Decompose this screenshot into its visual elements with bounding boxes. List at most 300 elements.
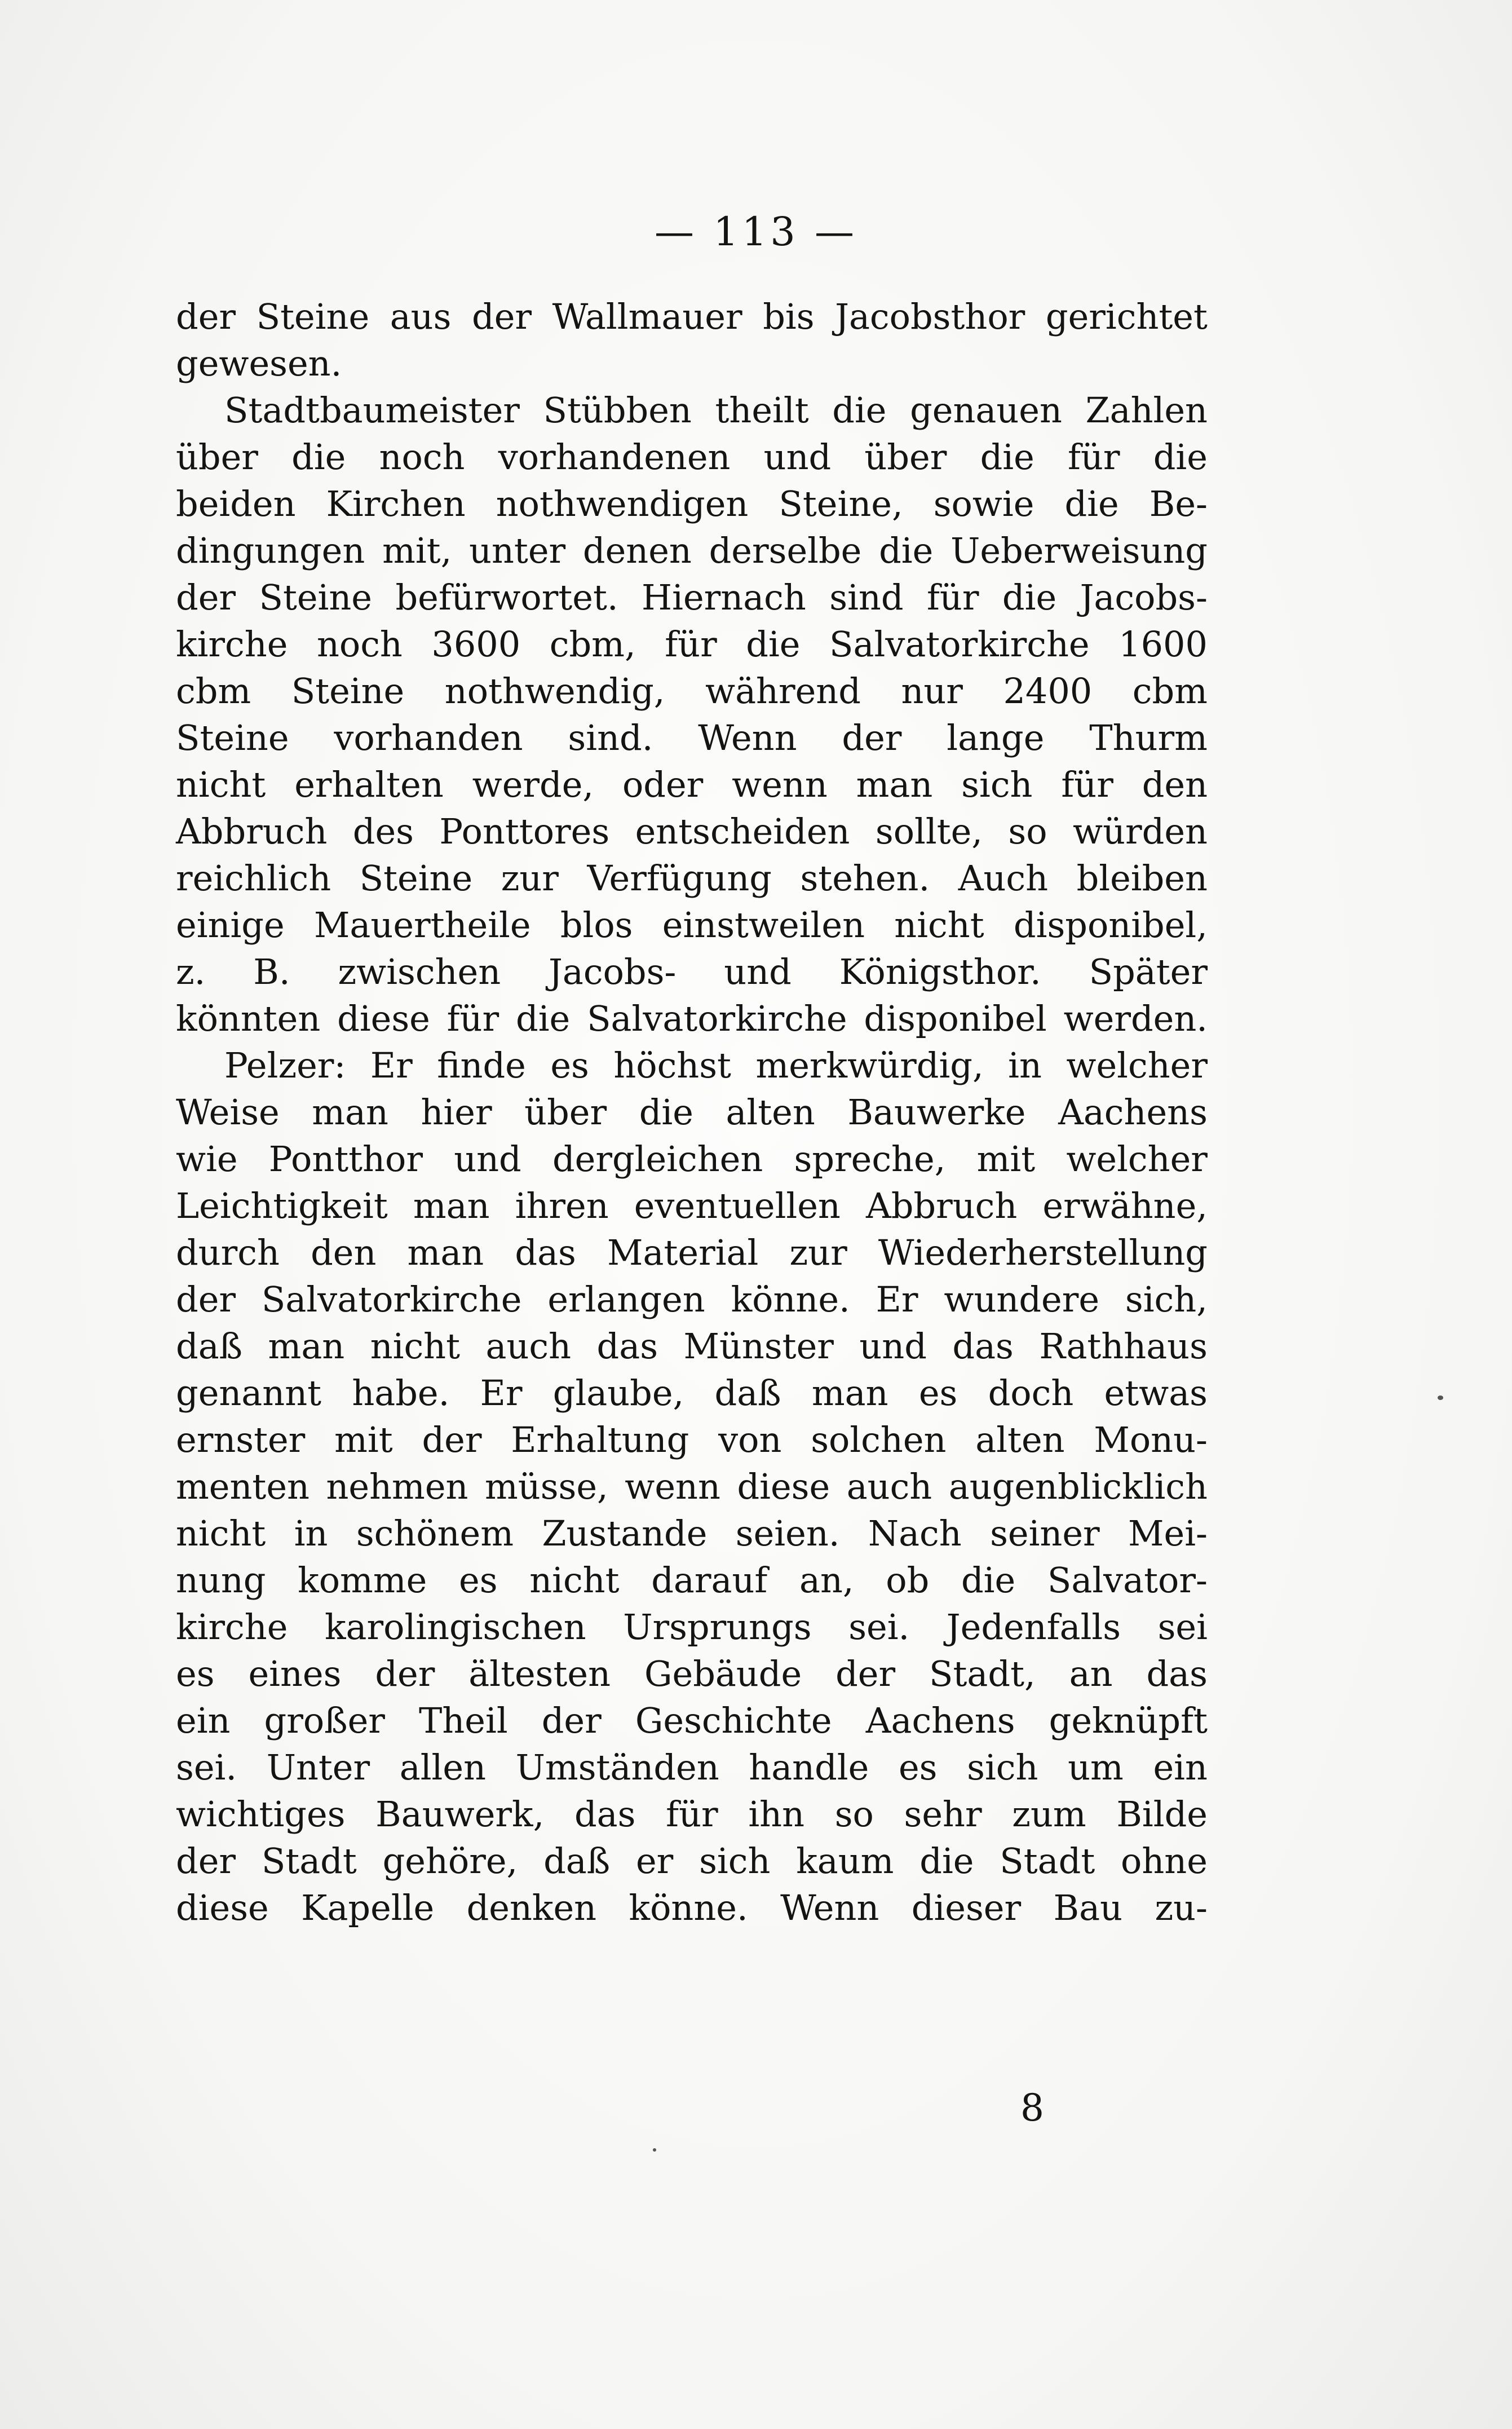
word: dergleichen <box>552 1138 763 1180</box>
word: zur <box>501 858 559 899</box>
word: Stübben <box>543 390 692 431</box>
word: man <box>413 1185 490 1226</box>
word: sei <box>1157 1606 1208 1648</box>
text-line <box>176 1604 1208 1650</box>
word: auch <box>485 1326 572 1367</box>
word: zur <box>789 1232 847 1273</box>
word: den <box>311 1232 377 1273</box>
word: den <box>1142 764 1208 805</box>
text-line <box>176 995 1208 1042</box>
text-line <box>176 1463 1208 1510</box>
word: kirche <box>176 624 288 665</box>
text-line <box>176 340 1208 387</box>
word: Kapelle <box>301 1887 435 1928</box>
word: werde, <box>472 764 594 805</box>
word: wichtiges <box>176 1794 346 1835</box>
word: alten <box>975 1419 1065 1460</box>
word: würden <box>1073 811 1208 852</box>
word: für <box>926 577 979 618</box>
word: man <box>407 1232 484 1273</box>
word: Wenn <box>780 1887 879 1928</box>
word: 1600 <box>1118 624 1208 665</box>
word: doch <box>988 1372 1074 1414</box>
word: Jacobs- <box>549 951 677 992</box>
text-line <box>176 1370 1208 1416</box>
word: gerichtet <box>1045 296 1208 337</box>
word: spreche, <box>794 1138 946 1180</box>
word: könnten <box>176 998 321 1039</box>
word: Pelzer: <box>224 1045 346 1086</box>
word: nicht <box>894 904 984 946</box>
word: es <box>176 1653 215 1694</box>
text-line <box>176 1229 1208 1276</box>
word: sehr <box>904 1794 982 1835</box>
word: Bau <box>1053 1887 1123 1928</box>
word: der <box>835 1653 896 1694</box>
word: noch <box>379 436 465 478</box>
word: Zahlen <box>1085 390 1208 431</box>
word: schönem <box>356 1513 514 1554</box>
word: die <box>879 530 934 571</box>
word: z. <box>176 951 206 992</box>
text-line <box>176 1791 1208 1838</box>
word: der <box>842 717 902 758</box>
word: sich, <box>1125 1279 1208 1320</box>
word: Abbruch <box>176 811 328 852</box>
word: Salvatorkirche <box>829 624 1090 665</box>
word: Stadt <box>261 1840 357 1882</box>
word: Aachens <box>1058 1092 1208 1133</box>
word: für <box>1068 436 1120 478</box>
word: werden. <box>1063 998 1208 1039</box>
word: sowie <box>933 483 1034 524</box>
word: diese <box>337 998 430 1039</box>
word: nicht <box>370 1326 461 1367</box>
word: Steine <box>291 670 405 712</box>
word: mit <box>334 1419 393 1460</box>
text-line <box>176 1089 1208 1136</box>
body-text <box>176 293 1208 1931</box>
word: gehöre, <box>382 1840 518 1882</box>
word: augenblicklich <box>948 1466 1208 1507</box>
word: denken <box>466 1887 597 1928</box>
word: müsse, <box>484 1466 608 1507</box>
word: die <box>1064 483 1119 524</box>
text-line <box>176 1697 1208 1744</box>
text-line <box>176 1416 1208 1463</box>
word: Abbruch <box>865 1185 1018 1226</box>
word: B. <box>253 951 290 992</box>
paper-speck <box>653 2148 656 2152</box>
word: Unter <box>266 1747 370 1788</box>
word: Steine <box>256 296 370 337</box>
word: Salvator- <box>1047 1560 1208 1601</box>
word: sind. <box>568 717 653 758</box>
word: Ursprungs <box>623 1606 812 1648</box>
word: karolingischen <box>324 1606 586 1648</box>
word: er <box>635 1840 674 1882</box>
word: diese <box>176 1887 269 1928</box>
word: das <box>1146 1653 1208 1694</box>
word: nicht <box>529 1560 620 1601</box>
word: die <box>639 1092 693 1133</box>
word: Wenn <box>698 717 797 758</box>
text-line <box>176 434 1208 480</box>
word: daß <box>176 1326 243 1367</box>
text-line <box>176 1884 1208 1931</box>
word: disponibel <box>864 998 1047 1039</box>
word: Verfügung <box>587 858 772 899</box>
word: erlangen <box>547 1279 705 1320</box>
text-line <box>176 621 1208 668</box>
word: Ponttores <box>439 811 610 852</box>
word: seiner <box>990 1513 1100 1554</box>
word: man <box>811 1372 888 1414</box>
word: es <box>550 1045 589 1086</box>
word: für <box>666 1794 718 1835</box>
word: das <box>952 1326 1014 1367</box>
word: Theil <box>419 1700 508 1741</box>
word: Später <box>1089 951 1208 992</box>
text-line <box>176 1136 1208 1182</box>
word: oder <box>622 764 704 805</box>
word: die <box>1153 436 1208 478</box>
text-line <box>176 480 1208 527</box>
word: über <box>524 1092 607 1133</box>
word: Rathhaus <box>1039 1326 1208 1367</box>
word: Pontthor <box>268 1138 423 1180</box>
word: nung <box>176 1560 266 1601</box>
word: vorhanden <box>334 717 523 758</box>
word: nothwendig, <box>444 670 665 712</box>
word: das <box>596 1326 658 1367</box>
word: habe. <box>352 1372 450 1414</box>
word: mit, <box>382 530 452 571</box>
word: ältesten <box>468 1653 611 1694</box>
word: die <box>832 390 887 431</box>
word: Umständen <box>515 1747 719 1788</box>
word: Kirchen <box>326 483 466 524</box>
word: und <box>859 1326 927 1367</box>
word: der <box>176 1279 236 1320</box>
word: beiden <box>176 483 296 524</box>
text-line <box>176 1838 1208 1884</box>
word: der <box>176 1840 236 1882</box>
word: sich <box>699 1840 771 1882</box>
word: kaum <box>796 1840 894 1882</box>
word: erhalten <box>294 764 444 805</box>
word: cbm, <box>549 624 636 665</box>
word: für <box>446 998 499 1039</box>
word: der <box>472 296 532 337</box>
word: glaube, <box>552 1372 684 1414</box>
word: reichlich <box>176 858 331 899</box>
text-line <box>176 574 1208 621</box>
word: Mauertheile <box>313 904 531 946</box>
word: die <box>1002 577 1057 618</box>
word: des <box>352 811 414 852</box>
word: die <box>746 624 801 665</box>
word: entscheiden <box>635 811 850 852</box>
word: dieser <box>911 1887 1022 1928</box>
word: nicht <box>176 764 266 805</box>
word: ohne <box>1121 1840 1208 1882</box>
word: stehen. <box>800 858 930 899</box>
word: Steine <box>259 577 372 618</box>
word: Thurm <box>1089 717 1208 758</box>
word: lange <box>947 717 1045 758</box>
word: bis <box>763 296 815 337</box>
word: bleiben <box>1076 858 1208 899</box>
word: finde <box>437 1045 526 1086</box>
word: unter <box>469 530 566 571</box>
word: geknüpft <box>1049 1700 1208 1741</box>
word: man <box>856 764 933 805</box>
word: daß <box>543 1840 611 1882</box>
word: der <box>422 1419 482 1460</box>
word: das <box>515 1232 576 1273</box>
word: Wallmauer <box>552 296 742 337</box>
word: Auch <box>958 858 1049 899</box>
word: eventuellen <box>634 1185 841 1226</box>
word: Material <box>607 1232 759 1273</box>
word: Mei- <box>1128 1513 1208 1554</box>
word: und <box>454 1138 521 1180</box>
word: hier <box>421 1092 492 1133</box>
word: gewesen. <box>176 343 342 384</box>
word: Geschichte <box>635 1700 832 1741</box>
word: solchen <box>811 1419 947 1460</box>
word: Königsthor. <box>839 951 1041 992</box>
text-line <box>176 948 1208 995</box>
text-line <box>176 1510 1208 1557</box>
word: über <box>176 436 258 478</box>
word: nehmen <box>326 1466 468 1507</box>
word: alten <box>726 1092 815 1133</box>
word: um <box>1068 1747 1124 1788</box>
word: Wiederherstellung <box>878 1232 1208 1273</box>
word: Bauwerke <box>847 1092 1026 1133</box>
word: ihn <box>748 1794 805 1835</box>
word: welcher <box>1066 1045 1208 1086</box>
word: einige <box>176 904 285 946</box>
text-line <box>176 527 1208 574</box>
word: von <box>718 1419 782 1460</box>
word: an <box>1069 1653 1113 1694</box>
text-line <box>176 387 1208 434</box>
word: Gebäude <box>644 1653 802 1694</box>
word: Salvatorkirche <box>587 998 847 1039</box>
word: wundere <box>944 1279 1100 1320</box>
word: cbm <box>176 670 251 712</box>
word: nicht <box>176 1513 266 1554</box>
word: Jacobsthor <box>835 296 1025 337</box>
word: könne. <box>629 1887 748 1928</box>
word: Weise <box>176 1092 280 1133</box>
word: genauen <box>910 390 1062 431</box>
word: befürwortet. <box>395 577 618 618</box>
text-line <box>176 293 1208 340</box>
word: die <box>919 1840 974 1882</box>
word: Münster <box>683 1326 834 1367</box>
text-line <box>176 761 1208 808</box>
word: erwähne, <box>1042 1185 1208 1226</box>
word: könne. <box>731 1279 850 1320</box>
word: nur <box>901 670 963 712</box>
word: ein <box>176 1700 231 1741</box>
word: handle <box>749 1747 869 1788</box>
word: und <box>724 951 792 992</box>
word: der <box>176 296 236 337</box>
word: man <box>268 1326 345 1367</box>
word: menten <box>176 1466 310 1507</box>
paper-speck <box>1438 1395 1443 1400</box>
word: seien. <box>735 1513 840 1554</box>
word: Hiernach <box>642 577 806 618</box>
word: Zustande <box>542 1513 708 1554</box>
word: es <box>898 1747 938 1788</box>
text-line <box>176 1323 1208 1370</box>
word: die <box>291 436 346 478</box>
word: mit <box>976 1138 1036 1180</box>
text-line <box>176 1182 1208 1229</box>
word: so <box>1008 811 1047 852</box>
word: Jacobs- <box>1080 577 1208 618</box>
word: allen <box>399 1747 487 1788</box>
word: Nach <box>868 1513 962 1554</box>
word: sei. <box>848 1606 910 1648</box>
word: aus <box>390 296 452 337</box>
word: man <box>312 1092 388 1133</box>
word: die <box>516 998 571 1039</box>
word: für <box>665 624 717 665</box>
word: wenn <box>625 1466 720 1507</box>
word: blos <box>560 904 633 946</box>
word: höchst <box>613 1045 731 1086</box>
word: sich <box>967 1747 1038 1788</box>
word: einstweilen <box>662 904 865 946</box>
word: das <box>574 1794 636 1835</box>
word: zu- <box>1155 1887 1208 1928</box>
word: in <box>1008 1045 1042 1086</box>
word: während <box>705 670 861 712</box>
word: theilt <box>715 390 809 431</box>
text-line <box>176 855 1208 902</box>
word: Jedenfalls <box>946 1606 1121 1648</box>
word: Steine <box>359 858 473 899</box>
word: Leichtigkeit <box>176 1185 388 1226</box>
word: Aachens <box>865 1700 1015 1741</box>
word: über <box>864 436 947 478</box>
text-line <box>176 808 1208 855</box>
word: komme <box>298 1560 427 1601</box>
word: ihren <box>515 1185 609 1226</box>
text-line <box>176 668 1208 714</box>
word: kirche <box>176 1606 288 1648</box>
word: es <box>459 1560 498 1601</box>
text-line <box>176 1276 1208 1323</box>
word: zum <box>1012 1794 1086 1835</box>
word: wie <box>176 1138 238 1180</box>
word: Ueberweisung <box>950 530 1208 571</box>
word: Steine, <box>779 483 903 524</box>
text-line <box>176 1744 1208 1791</box>
word: nothwendigen <box>496 483 749 524</box>
word: welcher <box>1066 1138 1208 1180</box>
word: die <box>961 1560 1016 1601</box>
word: durch <box>176 1232 280 1273</box>
word: Bilde <box>1116 1794 1208 1835</box>
word: Be- <box>1149 483 1208 524</box>
word: Bauwerk, <box>375 1794 545 1835</box>
word: und <box>763 436 832 478</box>
word: disponibel, <box>1013 904 1208 946</box>
text-line <box>176 1650 1208 1697</box>
word: denen <box>582 530 692 571</box>
word: Stadtbaumeister <box>224 390 520 431</box>
word: sind <box>829 577 904 618</box>
word: zwischen <box>338 951 501 992</box>
page-number-header: — 113 — <box>654 209 858 255</box>
word: sei. <box>176 1747 237 1788</box>
text-line <box>176 1042 1208 1089</box>
word: Erhaltung <box>511 1419 689 1460</box>
word: daß <box>714 1372 781 1414</box>
text-line <box>176 1557 1208 1604</box>
text-line <box>176 714 1208 761</box>
word: vorhandenen <box>498 436 731 478</box>
word: dingungen <box>176 530 365 571</box>
word: 2400 <box>1003 670 1093 712</box>
word: Stadt <box>1000 1840 1095 1882</box>
word: an, <box>799 1560 854 1601</box>
word: die <box>980 436 1034 478</box>
word: noch <box>316 624 403 665</box>
word: so <box>834 1794 874 1835</box>
word: der <box>541 1700 602 1741</box>
word: eines <box>248 1653 342 1694</box>
word: Stadt, <box>929 1653 1036 1694</box>
word: ernster <box>176 1419 306 1460</box>
word: genannt <box>176 1372 322 1414</box>
word: darauf <box>651 1560 768 1601</box>
word: derselbe <box>709 530 862 571</box>
word: wenn <box>732 764 828 805</box>
word: der <box>176 577 236 618</box>
word: der <box>375 1653 435 1694</box>
word: diese <box>737 1466 830 1507</box>
word: merkwürdig, <box>755 1045 984 1086</box>
word: sich <box>961 764 1033 805</box>
word: Er <box>370 1045 413 1086</box>
signature-mark: 8 <box>1020 2086 1044 2130</box>
word: Steine <box>176 717 289 758</box>
word: Er <box>876 1279 918 1320</box>
word: 3600 <box>431 624 521 665</box>
word: ob <box>886 1560 930 1601</box>
word: Monu- <box>1094 1419 1208 1460</box>
word: für <box>1061 764 1113 805</box>
word: großer <box>264 1700 385 1741</box>
word: sollte, <box>875 811 983 852</box>
word: es <box>918 1372 958 1414</box>
word: in <box>294 1513 328 1554</box>
word: Er <box>480 1372 523 1414</box>
text-line <box>176 902 1208 948</box>
word: auch <box>846 1466 932 1507</box>
word: ein <box>1153 1747 1208 1788</box>
word: etwas <box>1104 1372 1208 1414</box>
